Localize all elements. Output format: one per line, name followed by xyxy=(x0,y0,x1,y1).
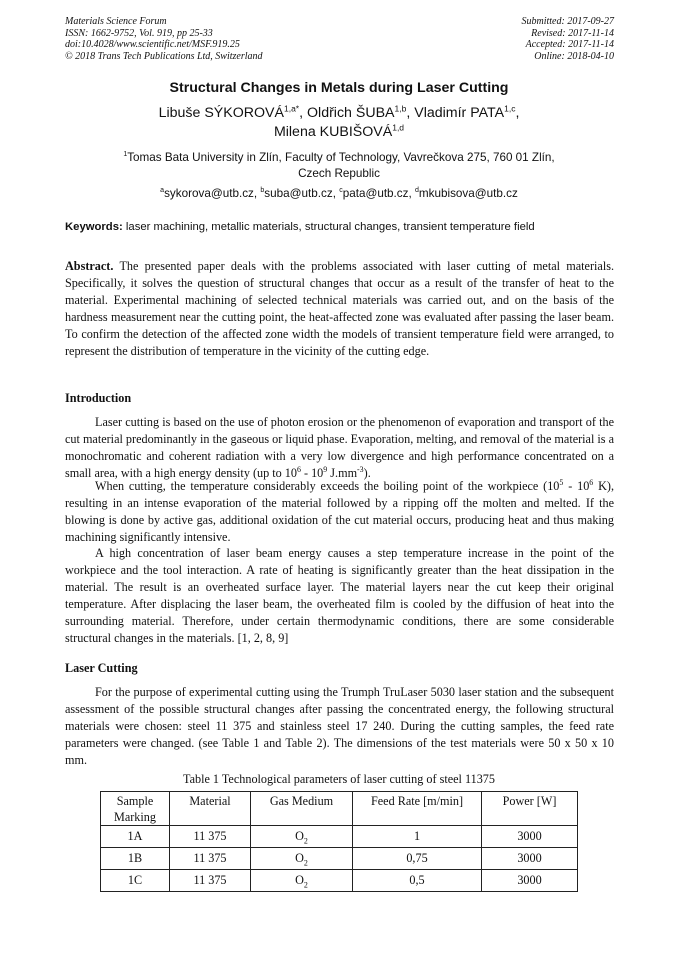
keywords xyxy=(65,221,625,233)
gas-subscript: 2 xyxy=(303,836,308,846)
cell-material: 11 375 xyxy=(170,870,251,892)
exponent: 6 xyxy=(589,477,594,487)
email-address[interactable]: mkubisova@utb.cz xyxy=(418,187,518,200)
header-gas-medium: Gas Medium xyxy=(251,792,353,826)
cell-power: 3000 xyxy=(482,826,578,848)
paragraph-text: Laser cutting is based on the use of photon erosion or the phenomenon of evaporation and transport of the cut material predominantly in the gaseous or liquid phase. Evaporation, melting, and removal of the material is a monochromatic and coherent radiation with a very low divergence and high performance concentrated on a small area, with a high energy density (up to 10 xyxy=(65,415,614,480)
introduction-heading: Introduction xyxy=(65,391,132,405)
author-list: Libuše $SÝKOROVÁ^{1,a*}$, Oldřich ŠUBA$^{1,b}$, Vladimír PATA$^{1,c}$, Milena KUBIŠOVÁ$^{1,d}$ xyxy=(158,103,520,140)
cell-gas xyxy=(251,826,353,848)
paragraph-text: - 10 xyxy=(300,465,324,480)
accepted-date: Accepted: 2017-11-14 xyxy=(525,39,614,51)
header-power: Power [W] xyxy=(482,792,578,826)
issn: ISSN: 1662-9752, Vol. 919, pp 25-33 xyxy=(65,27,213,39)
author-affiliation-mark: 1,d xyxy=(392,122,405,133)
author-affiliation-mark: 1,b xyxy=(394,103,407,114)
gas-subscript: 2 xyxy=(303,858,308,868)
email-mark: d xyxy=(415,187,419,195)
gas-symbol: O xyxy=(295,829,304,843)
cell-power: 3000 xyxy=(482,848,578,870)
exponent: 6 xyxy=(296,464,301,474)
affiliation-line-2: Czech Republic xyxy=(298,167,380,180)
cell-gas xyxy=(251,870,353,892)
cell-material: 11 375 xyxy=(170,848,251,870)
email-mark: a xyxy=(160,187,165,195)
introduction-paragraph-3: A high concentration of laser beam energy causes a step temperature increase in the point of the workpiece and the tool interaction. A rate of heating is significantly greater than the heat dissipation in the material. The result is an overheated surface layer. The material layers near the cut keep their original temperature. After displacing the laser beam, the overheated film is cooled by the diffusion of heat into the surrounding material. Therefore, under certain thermodynamic conditions, there are some considerable structural changes in the materials. [1, 2, 8, 9] xyxy=(65,546,614,645)
author-name: Vladimír PATA xyxy=(414,105,505,121)
author-affiliation-mark: 1,c xyxy=(504,103,516,114)
keywords-text: laser machining, metallic materials, structural changes, transient temperature field xyxy=(125,221,535,233)
header-left xyxy=(65,16,263,62)
introduction-paragraph-1 xyxy=(65,414,614,482)
abstract-label: Abstract. xyxy=(65,259,114,273)
author-affiliation-mark: 1,a* xyxy=(283,103,300,114)
affiliation xyxy=(0,150,678,182)
table-row xyxy=(101,870,578,892)
revised-date: Revised: 2017-11-14 xyxy=(531,27,614,39)
cell-sample: 1B xyxy=(101,848,170,870)
cell-feed-rate: 1 xyxy=(353,826,482,848)
submitted-date: Submitted: 2017-09-27 xyxy=(521,16,614,27)
table-1 xyxy=(100,791,578,892)
paragraph-text: ). xyxy=(363,465,371,480)
cell-material: 11 375 xyxy=(170,826,251,848)
paragraph-text: When cutting, the temperature considerably exceeds the boiling point of the workpiece (10 xyxy=(95,479,560,493)
copyright: © 2018 Trans Tech Publications Ltd, Switzerland xyxy=(65,50,263,62)
exponent: 9 xyxy=(323,464,328,474)
paragraph-text: - 10 xyxy=(563,479,590,493)
paragraph-text: J.mm xyxy=(327,465,358,480)
email-list: $^a$sykorova@utb.cz, $^b$suba@utb.cz, $^c$pata@utb.cz, $^d$mkubisova@utb.cz xyxy=(160,187,518,200)
exponent: 5 xyxy=(559,477,564,487)
affiliation-mark: 1 xyxy=(123,151,128,159)
header-sample-marking xyxy=(101,792,170,826)
paragraph-text: K), resulting in an intense evaporation of the material followed by a ripping off the molten and melted. If the blowing is done by active gas, additional oxidation of the cut material occurs, producing heat and thus making machining significantly intensive. xyxy=(65,479,615,544)
table-row xyxy=(101,848,578,870)
header-right xyxy=(522,16,615,62)
exponent: -3 xyxy=(357,464,364,474)
cell-sample: 1C xyxy=(101,870,170,892)
table-header-row xyxy=(101,792,578,826)
abstract-text: The presented paper deals with the problems associated with laser cutting of metal materials. Specifically, it solves the question of structural changes that occur as a result of the transfer of heat to the material. Experimental machining of selected technical materials was carried out, and on the basis of the hardness measurement near the cutting point, the heat-affected zone was evaluated after passing the laser beam. To confirm the detection of the affected zone width the models of transient temperature field were arranged, to represent the distribution of temperature in the vicinity of the cutting edge. xyxy=(65,259,614,358)
paper-title: Structural Changes in Metals during Laser Cutting xyxy=(169,80,509,96)
gas-subscript: 2 xyxy=(303,880,308,890)
keywords-label: Keywords: xyxy=(65,221,123,233)
cell-feed-rate: 0,75 xyxy=(353,848,482,870)
cell-sample: 1A xyxy=(101,826,170,848)
laser-cutting-heading: Laser Cutting xyxy=(65,661,138,675)
header-text: Marking xyxy=(114,810,156,824)
table-1-caption: Table 1 Technological parameters of laser cutting of steel 11375 xyxy=(182,772,495,786)
cell-gas xyxy=(251,848,353,870)
introduction-paragraph-2 xyxy=(65,478,614,546)
table-row xyxy=(101,826,578,848)
email-address[interactable]: suba@utb.cz xyxy=(264,187,333,200)
gas-symbol: O xyxy=(295,873,304,887)
author-name: Oldřich ŠUBA xyxy=(307,105,395,121)
author-name: Milena KUBIŠOVÁ xyxy=(273,124,393,140)
email-address[interactable]: sykorova@utb.cz xyxy=(164,187,254,200)
email-address[interactable]: pata@utb.cz xyxy=(342,187,409,200)
header-feed-rate: Feed Rate [m/min] xyxy=(353,792,482,826)
cell-feed-rate: 0,5 xyxy=(353,870,482,892)
affiliation-line-1: Tomas Bata University in Zlín, Faculty of Technology, Vavrečkova 275, 760 01 Zlín, xyxy=(127,151,555,164)
journal-name: Materials Science Forum xyxy=(65,16,167,27)
header-text: Sample xyxy=(116,794,154,808)
author-name: Libuše SÝKOROVÁ xyxy=(158,105,284,121)
email-mark: b xyxy=(260,187,265,195)
doi[interactable]: doi:10.4028/www.scientific.net/MSF.919.25 xyxy=(65,39,240,51)
laser-cutting-paragraph-1: For the purpose of experimental cutting using the Trumph TruLaser 5030 laser station and the subsequent assessment of the possible structural changes after passing the concentrated energy, the following structural materials were chosen: steel 11 375 and stainless steel 17 240. During the cutting samples, the feed rate parameters were changed. (see Table 1 and Table 2). The dimensions of the test materials were 50 x 50 x 10 mm. xyxy=(65,685,614,767)
email-mark: c xyxy=(339,187,343,195)
abstract xyxy=(65,258,614,359)
online-date: Online: 2018-04-10 xyxy=(534,50,614,62)
header-material: Material xyxy=(170,792,251,826)
gas-symbol: O xyxy=(295,851,304,865)
cell-power: 3000 xyxy=(482,870,578,892)
